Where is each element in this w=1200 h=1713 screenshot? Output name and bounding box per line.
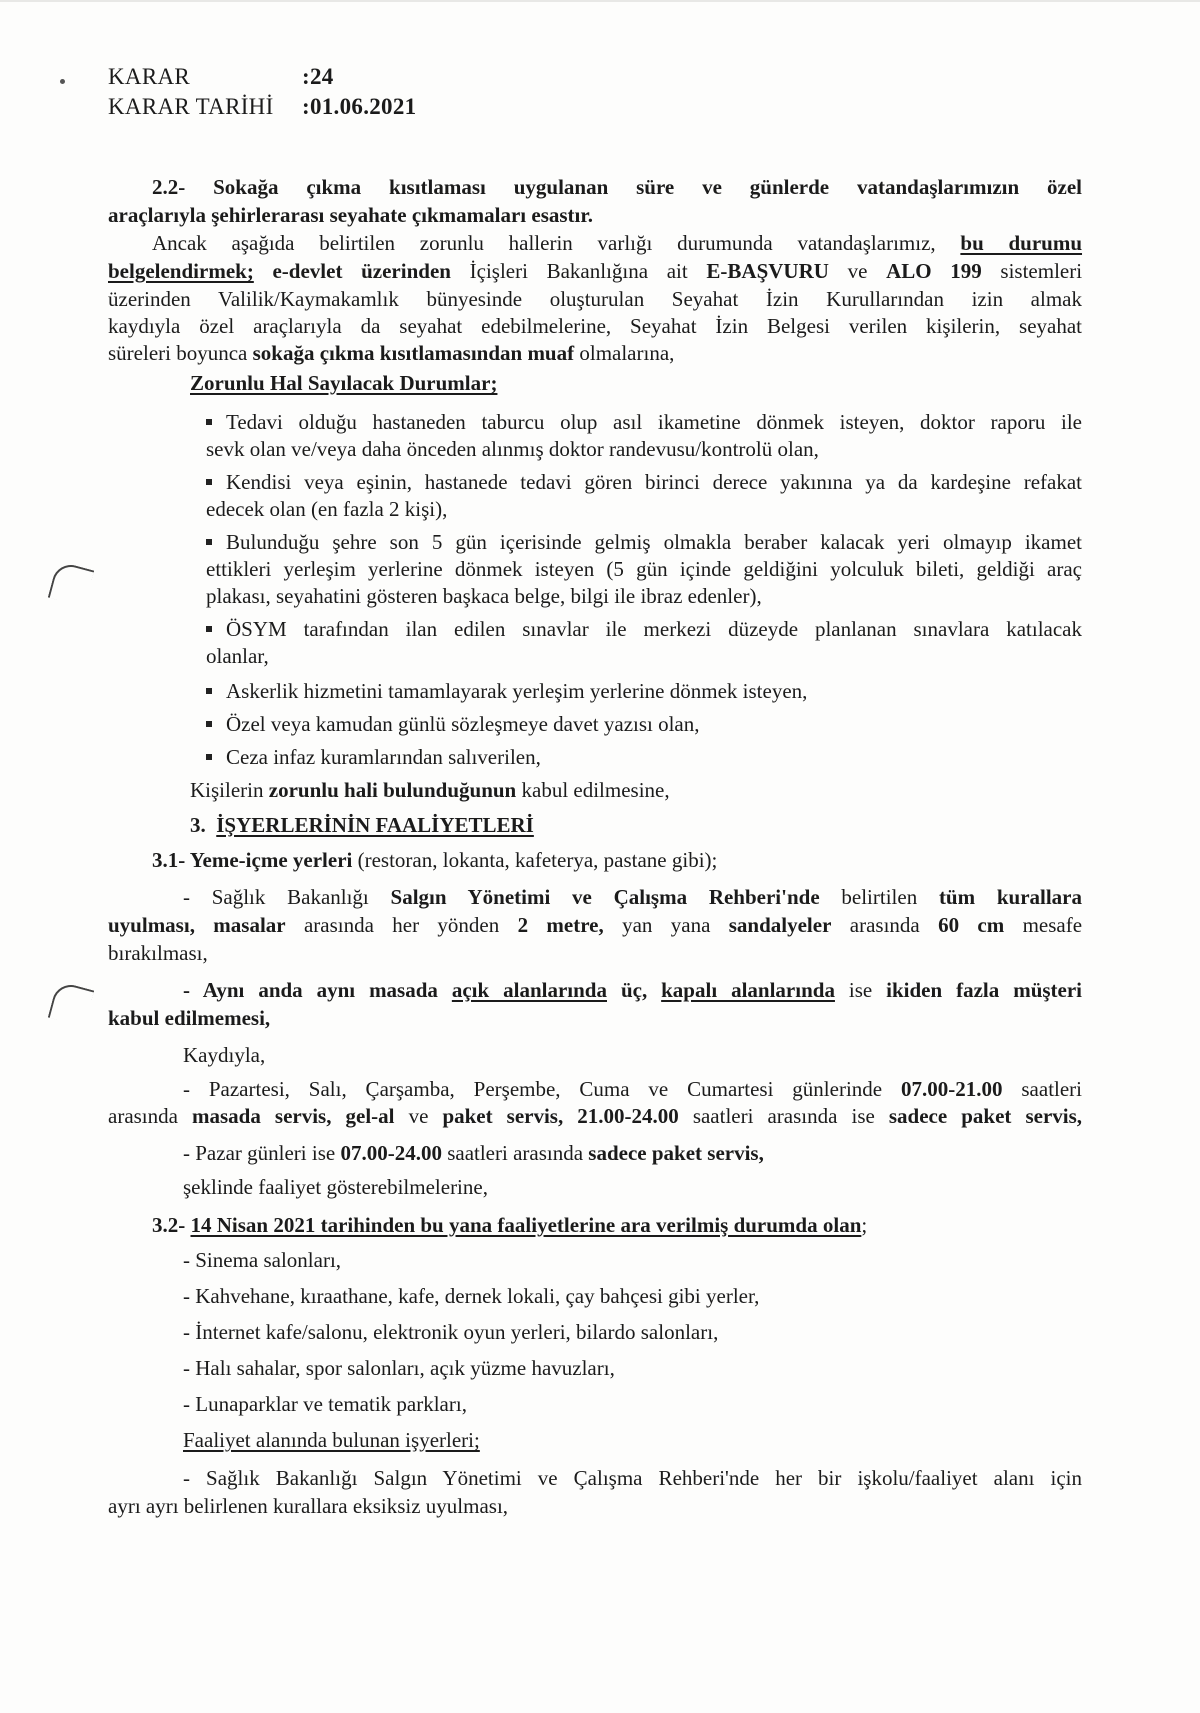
s31-p3-line1: - Pazartesi, Salı, Çarşamba, Perşembe, Cuma ve Cumartesi günlerinde 07.00-21.00 saatleri [183,1077,1083,1101]
s32-item-4: - Halı sahalar, spor salonları, açık yüzme havuzları, [183,1356,615,1380]
bullet-icon [206,688,212,694]
karar-label: KARAR [108,64,191,89]
kisiler-line: Kişilerin zorunlu hali bulunduğunun kabul edilmesine, [190,778,670,802]
s31-p2-line1: - Aynı anda aynı masada açık alanlarında üç, kapalı alanlarında ise ikiden fazla müşteri [183,978,1083,1002]
bullet-7: Ceza infaz kuramlarından salıverilen, [206,742,541,772]
bullet-4-line1: ÖSYM tarafından ilan edilen sınavlar ile merkezi düzeyde planlanan sınavlara katılacak [206,614,1082,644]
s22-line1: 2.2- Sokağa çıkma kısıtlaması uygulanan süre ve günlerde vatandaşlarımızın özel [152,175,1082,199]
bullet-3-line1: Bulunduğu şehre son 5 gün içerisinde gelmiş olmakla beraber kalacak yeri olmayıp ikamet [206,527,1082,557]
s22-line4: belgelendirmek; e-devlet üzerinden İçişleri Bakanlığına ait E-BAŞVURU ve ALO 199 sistemleri [108,259,1083,283]
scan-mark [60,79,65,84]
s31-p5: şeklinde faaliyet gösterebilmelerine, [183,1175,488,1199]
bullet-2-line2: edecek olan (en fazla 2 kişi), [206,497,448,521]
s22-line2: araçlarıyla şehirlerarası seyahate çıkmamaları esastır. [108,203,594,227]
s32-item-5: - Lunaparklar ve tematik parkları, [183,1392,467,1416]
karar-value: :24 [302,64,334,89]
s31-p3-line2: arasında masada servis, gel-al ve paket servis, 21.00-24.00 saatleri arasında ise sadece paket servis, [108,1104,1083,1128]
s32-item-3: - İnternet kafe/salonu, elektronik oyun yerleri, bilardo salonları, [183,1320,719,1344]
s32-item-2: - Kahvehane, kıraathane, kafe, dernek lokali, çay bahçesi gibi yerler, [183,1284,760,1308]
bullet-6: Özel veya kamudan günlü sözleşmeye davet yazısı olan, [206,709,700,739]
punch-hole-mark [48,561,95,608]
s31-p4: - Pazar günleri ise 07.00-24.00 saatleri arasında sadece paket servis, [183,1141,764,1165]
bullet-icon [206,721,212,727]
bullet-icon [206,419,212,425]
bullet-1-line2: sevk olan ve/veya daha önceden alınmış doktor randevusu/kontrolü olan, [206,437,819,461]
s31-p1-line2: uyulması, masalar arasında her yönden 2 metre, yan yana sandalyeler arasında 60 cm mesafe [108,913,1083,937]
bullet-2-line1: Kendisi veya eşinin, hastanede tedavi gören birinci derece yakınına ya da kardeşine refakat [206,467,1082,497]
s22-line7: süreleri boyunca sokağa çıkma kısıtlamasından muaf olmalarına, [108,341,675,365]
s32-last-line2: ayrı ayrı belirlenen kurallara eksiksiz uyulması, [108,1494,509,1518]
s31-p2-line2: kabul edilmemesi, [108,1006,271,1030]
bullet-icon [206,754,212,760]
s31-p1-line3: bırakılması, [108,941,208,965]
bullet-3-line2: ettikleri yerleşim yerlerine dönmek isteyen (5 gün içinde geldiğini yolculuk bileti, geldiği araç [206,557,1082,581]
bullet-4-line2: olanlar, [206,644,269,668]
karar-tarih-value: :01.06.2021 [302,94,417,119]
bullet-icon [206,479,212,485]
zorunlu-hal-heading: Zorunlu Hal Sayılacak Durumlar; [190,371,498,395]
s32-item-1: - Sinema salonları, [183,1248,342,1272]
s22-line5: üzerinden Valilik/Kaymakamlık bünyesinde oluşturulan Seyahat İzin Kurullarından izin almak [108,287,1082,311]
s32-heading: 3.2- 14 Nisan 2021 tarihinden bu yana faaliyetlerine ara verilmiş durumda olan; [152,1213,868,1237]
s22-line6: kaydıyla özel araçlarıyla da seyahat edebilmelerine, Seyahat İzin Belgesi verilen kişilerin, seyahat [108,314,1082,338]
bullet-5: Askerlik hizmetini tamamlayarak yerleşim yerlerine dönmek isteyen, [206,676,807,706]
punch-hole-mark [48,981,95,1028]
bullet-1-line1: Tedavi olduğu hastaneden taburcu olup asıl ikametine dönmek isteyen, doktor raporu ile [206,407,1082,437]
s31-heading: 3.1- Yeme-içme yerleri (restoran, lokanta, kafeterya, pastane gibi); [152,848,718,872]
bullet-icon [206,539,212,545]
faaliyet-alani-heading: Faaliyet alanında bulunan işyerleri; [183,1428,480,1452]
bullet-icon [206,626,212,632]
kaydiyla: Kaydıyla, [183,1043,266,1067]
scan-edge [0,0,1200,2]
s32-last-line1: - Sağlık Bakanlığı Salgın Yönetimi ve Çalışma Rehberi'nde her bir işkolu/faaliyet alanı için [183,1466,1082,1490]
s22-line3: Ancak aşağıda belirtilen zorunlu hallerin varlığı durumunda vatandaşlarımız, bu durumu [152,231,1083,255]
s31-p1-line1: - Sağlık Bakanlığı Salgın Yönetimi ve Çalışma Rehberi'nde belirtilen tüm kurallara [183,885,1083,909]
section-3-heading: 3. İŞYERLERİNİN FAALİYETLERİ [190,813,534,837]
karar-tarih-label: KARAR TARİHİ [108,94,274,119]
bullet-3-line3: plakası, seyahatini gösteren başkaca belge, bilgi ile ibraz edenler), [206,584,762,608]
